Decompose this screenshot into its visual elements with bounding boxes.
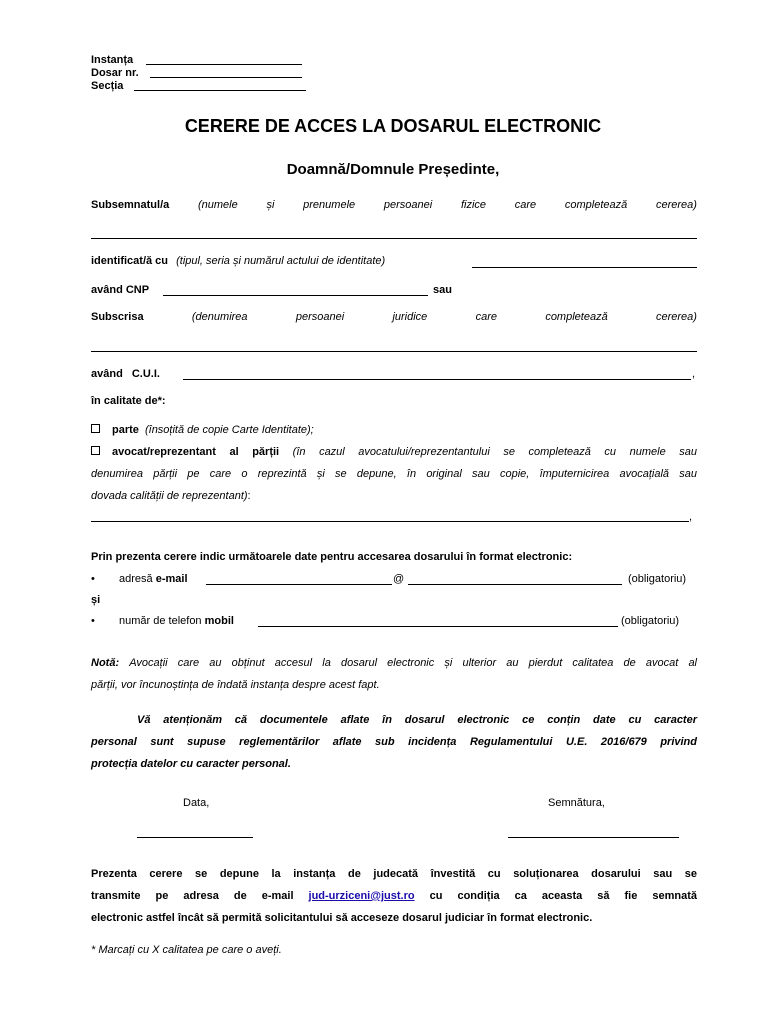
avocat-note-1: (în cazul avocatului/reprezentantului se completează cu numele sau (292, 446, 697, 458)
representative-field[interactable] (91, 521, 689, 522)
cnp-label: având CNP (91, 284, 150, 296)
date-field[interactable] (137, 837, 253, 838)
word: cererea) (655, 311, 697, 323)
id-document-field[interactable] (472, 267, 697, 268)
identificat-note: (tipul, seria și numărul actului de identitate) (176, 255, 386, 267)
nota-label: Notă: (91, 657, 120, 669)
sectia-label: Secția (91, 80, 124, 92)
email-label: e-mail (155, 573, 188, 585)
sectia-field[interactable] (134, 90, 306, 91)
si-label: și (91, 594, 101, 606)
word: cererea) (655, 199, 697, 211)
word: juridice (392, 311, 428, 323)
identificat-row (91, 255, 385, 267)
signature-field[interactable] (508, 837, 679, 838)
footnote: * Marcați cu X calitatea pe care o aveți. (91, 944, 282, 956)
court-email-link[interactable]: jud-urziceni@just.ro (308, 890, 415, 902)
instanta-label: Instanța (91, 54, 134, 66)
warning-line-1: Vă atenționăm că documentele aflate în dosarul electronic ce conțin date cu caracter (137, 714, 697, 726)
avocat-note-3: dovada calității de reprezentant) (91, 490, 248, 502)
dosar-field[interactable] (150, 77, 302, 78)
footer-line-3: electronic astfel încât să permită solicitantului să acceseze dosarul judiciar în format electronic. (91, 912, 593, 924)
cui-field[interactable] (183, 379, 691, 380)
word: care (514, 199, 537, 211)
at-sign: @ (393, 573, 405, 585)
contact-intro: Prin prezenta cerere indic următoarele date pentru accesarea dosarului în format electronic: (91, 551, 573, 563)
signature-label: Semnătura, (548, 797, 605, 809)
avocat-note-2: denumirea părții pe care o reprezintă și se depune, în original sau copie, împuternicirea avocațială sau (91, 468, 697, 480)
word: prenumele (303, 199, 356, 211)
subsemnatul-label: Subsemnatul/a (91, 199, 170, 211)
phone-prefix-text: număr de telefon (119, 615, 202, 627)
footer-line-2 (91, 885, 697, 907)
word: care (475, 311, 498, 323)
subsemnatul-row (91, 199, 697, 211)
cui-label: având C.U.I. (91, 368, 160, 380)
email-user-field[interactable] (206, 584, 392, 585)
bullet-icon: • (91, 615, 95, 627)
representative-comma: , (689, 511, 693, 523)
cui-comma: , (692, 368, 696, 380)
nota-line-1 (91, 652, 697, 674)
word: persoanei (383, 199, 433, 211)
parte-checkbox[interactable] (91, 424, 100, 433)
cnp-field[interactable] (163, 295, 428, 296)
option-parte[interactable] (91, 424, 314, 436)
company-name-field[interactable] (91, 351, 697, 352)
phone-required: (obligatoriu) (621, 615, 680, 627)
identificat-label: identificat/ă cu (91, 255, 169, 267)
word: persoanei (295, 311, 345, 323)
word: completează (564, 199, 628, 211)
parte-label: parte (112, 424, 139, 436)
warning-line-3: protecția datelor cu caracter personal. (91, 758, 291, 770)
word: și (266, 199, 275, 211)
calitate-label: în calitate de*: (91, 395, 166, 407)
footer-line-1: Prezenta cerere se depune la instanța de judecată învestită cu soluționarea dosarului sau se (91, 868, 697, 880)
footer-line-2-pre: transmite pe adresa de e-mail (91, 890, 294, 902)
footer-line-2-post: cu condiția ca aceasta să fie semnată (429, 890, 697, 902)
phone-prefix (119, 615, 234, 627)
date-label: Data, (183, 797, 210, 809)
phone-field[interactable] (258, 626, 618, 627)
subscrisa-label: Subscrisa (91, 311, 144, 323)
parte-note: (însoțită de copie Carte Identitate); (144, 424, 314, 436)
avocat-checkbox[interactable] (91, 446, 100, 455)
name-field[interactable] (91, 238, 697, 239)
email-required: (obligatoriu) (628, 573, 687, 585)
document-title: CERERE DE ACCES LA DOSARUL ELECTRONIC (184, 116, 602, 136)
word: fizice (460, 199, 486, 211)
dosar-label: Dosar nr. (91, 67, 139, 79)
cnp-or: sau (433, 284, 452, 296)
option-avocat[interactable] (91, 441, 697, 463)
warning-line-2: personal sunt supuse reglementărilor aflate sub incidența Regulamentului U.E. 2016/679 privind (91, 736, 697, 748)
avocat-label: avocat/reprezentant al părții (112, 446, 280, 458)
bullet-icon: • (91, 573, 95, 585)
colon: : (247, 490, 251, 502)
email-prefix-text: adresă (119, 573, 153, 585)
avocat-note-3-row (91, 485, 697, 507)
email-prefix (119, 573, 188, 585)
salutation: Doamnă/Domnule Președinte, (286, 161, 500, 178)
instanta-field[interactable] (146, 64, 302, 65)
nota-text-1: Avocații care au obținut accesul la dosarul electronic și ulterior au pierdut calitatea de avocat al (129, 657, 698, 669)
word: completează (545, 311, 608, 323)
email-domain-field[interactable] (408, 584, 622, 585)
subscrisa-row (91, 311, 697, 323)
word: (numele (197, 199, 238, 211)
phone-label: mobil (204, 615, 234, 627)
nota-line-2: părții, vor încunoștința de îndată instanța despre acest fapt. (91, 679, 380, 691)
word: (denumirea (191, 311, 248, 323)
